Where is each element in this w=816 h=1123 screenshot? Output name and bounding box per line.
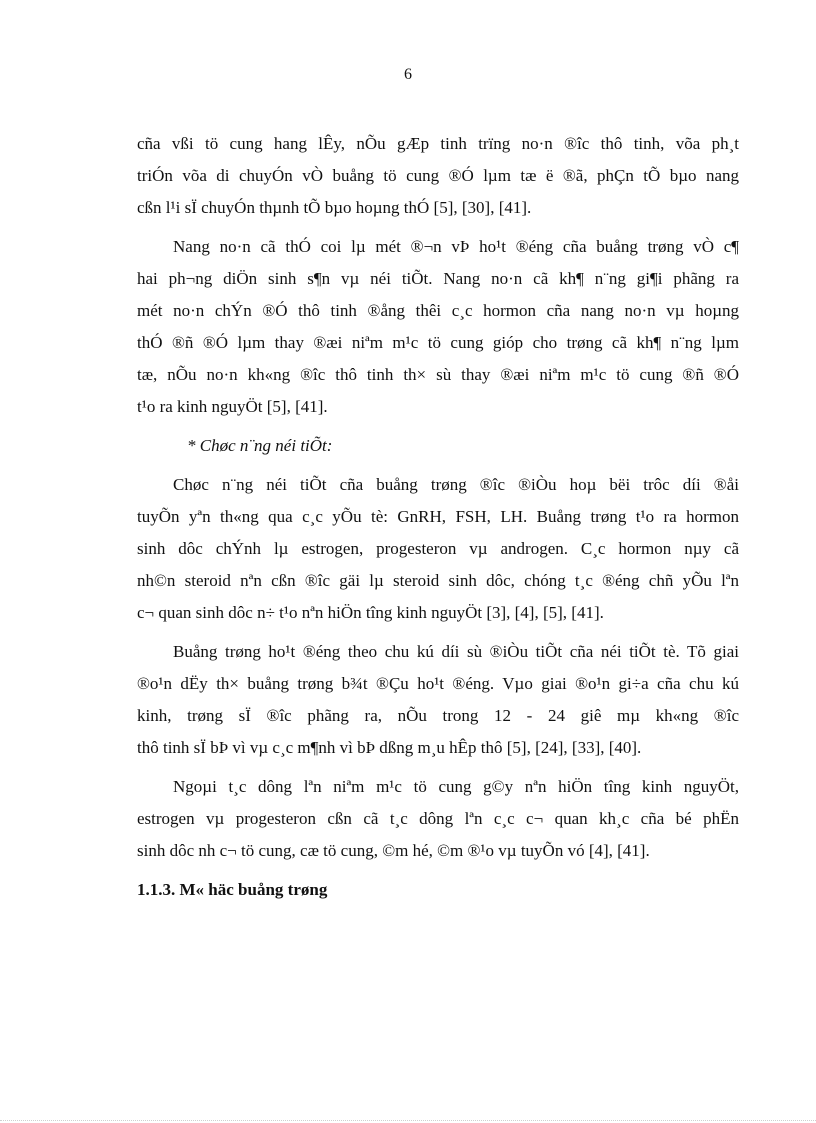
document-body <box>137 128 739 906</box>
text-line: triÓn võa di chuyÓn vÒ buång tö cung ®Ó lµm tæ ë ®ã, phÇn tÕ bµo nang <box>137 166 739 185</box>
subheading: * Chøc n¨ng néi tiÕt: <box>187 436 333 455</box>
text-line: tæ, nÕu no·n kh«ng ®îc thô tinh th× sù thay ®æi niªm m¹c tö cung ®ñ ®Ó <box>137 365 739 384</box>
text-line: cña vßi tö cung hang lÊy, nÕu gÆp tinh trïng no·n ®îc thô tinh, võa ph¸t <box>137 134 739 153</box>
text-line: Ngoµi t¸c dông lªn niªm m¹c tö cung g©y nªn hiÖn tîng kinh nguyÖt, <box>173 777 739 796</box>
paragraph <box>137 636 739 764</box>
text-line: sinh dôc chÝnh lµ estrogen, progesteron vµ androgen. C¸c hormon nµy cã <box>137 539 739 558</box>
text-line: Nang no·n cã thÓ coi lµ mét ®¬n vÞ ho¹t ®éng cña buång trøng vÒ c¶ <box>173 237 739 256</box>
text-line: kinh, trøng sÏ ®îc phãng ra, nÕu trong 12 - 24 giê mµ kh«ng ®îc <box>137 706 739 725</box>
paragraph <box>137 231 739 423</box>
paragraph <box>137 771 739 867</box>
section-heading: 1.1.3. M« häc buång trøng <box>137 880 328 899</box>
text-line: mét no·n chÝn ®Ó thô tinh ®ång thêi c¸c hormon cña nang no·n vµ hoµng <box>137 301 739 320</box>
text-line: hai ph¬ng diÖn sinh s¶n vµ néi tiÕt. Nang no·n cã kh¶ n¨ng gi¶i phãng ra <box>137 269 739 288</box>
page-number: 6 <box>404 66 412 83</box>
text-line: Buång trøng ho¹t ®éng theo chu kú díi sù ®iÒu tiÕt cña néi tiÕt tè. Tõ giai <box>173 642 739 661</box>
text-line: cßn l¹i sÏ chuyÓn thµnh tÕ bµo hoµng thÓ [5], [30], [41]. <box>137 198 532 217</box>
text-line: t¹o ra kinh nguyÖt [5], [41]. <box>137 397 328 416</box>
text-line: c¬ quan sinh dôc n÷ t¹o nªn hiÖn tîng kinh nguyÖt [3], [4], [5], [41]. <box>137 603 604 622</box>
text-line: Chøc n¨ng néi tiÕt cña buång trøng ®îc ®iÒu hoµ bëi trôc díi ®åi <box>173 475 739 494</box>
text-line: estrogen vµ progesteron cßn cã t¸c dông lªn c¸c c¬ quan kh¸c cña bé phËn <box>137 809 739 828</box>
text-line: tuyÕn yªn th«ng qua c¸c yÕu tè: GnRH, FSH, LH. Buång trøng t¹o ra hormon <box>137 507 739 526</box>
text-line: thÓ ®ñ ®Ó lµm thay ®æi niªm m¹c tö cung gióp cho trøng cã kh¶ n¨ng lµm <box>137 333 739 352</box>
text-line: sinh dôc nh c¬ tö cung, cæ tö cung, ©m hé, ©m ®¹o vµ tuyÕn vó [4], [41]. <box>137 841 650 860</box>
page-bottom-rule <box>0 1120 816 1121</box>
text-line: ®o¹n dËy th× buång trøng b¾t ®Çu ho¹t ®éng. Vµo giai ®o¹n gi÷a cña chu kú <box>137 674 739 693</box>
text-line: thô tinh sÏ bÞ vì vµ c¸c m¶nh vì bÞ dßng m¸u hÊp thô [5], [24], [33], [40]. <box>137 738 642 757</box>
text-line: nh©n steroid nªn cßn ®îc gäi lµ steroid sinh dôc, chóng t¸c ®éng chñ yÕu lªn <box>137 571 739 590</box>
paragraph <box>137 469 739 629</box>
paragraph <box>137 128 739 224</box>
